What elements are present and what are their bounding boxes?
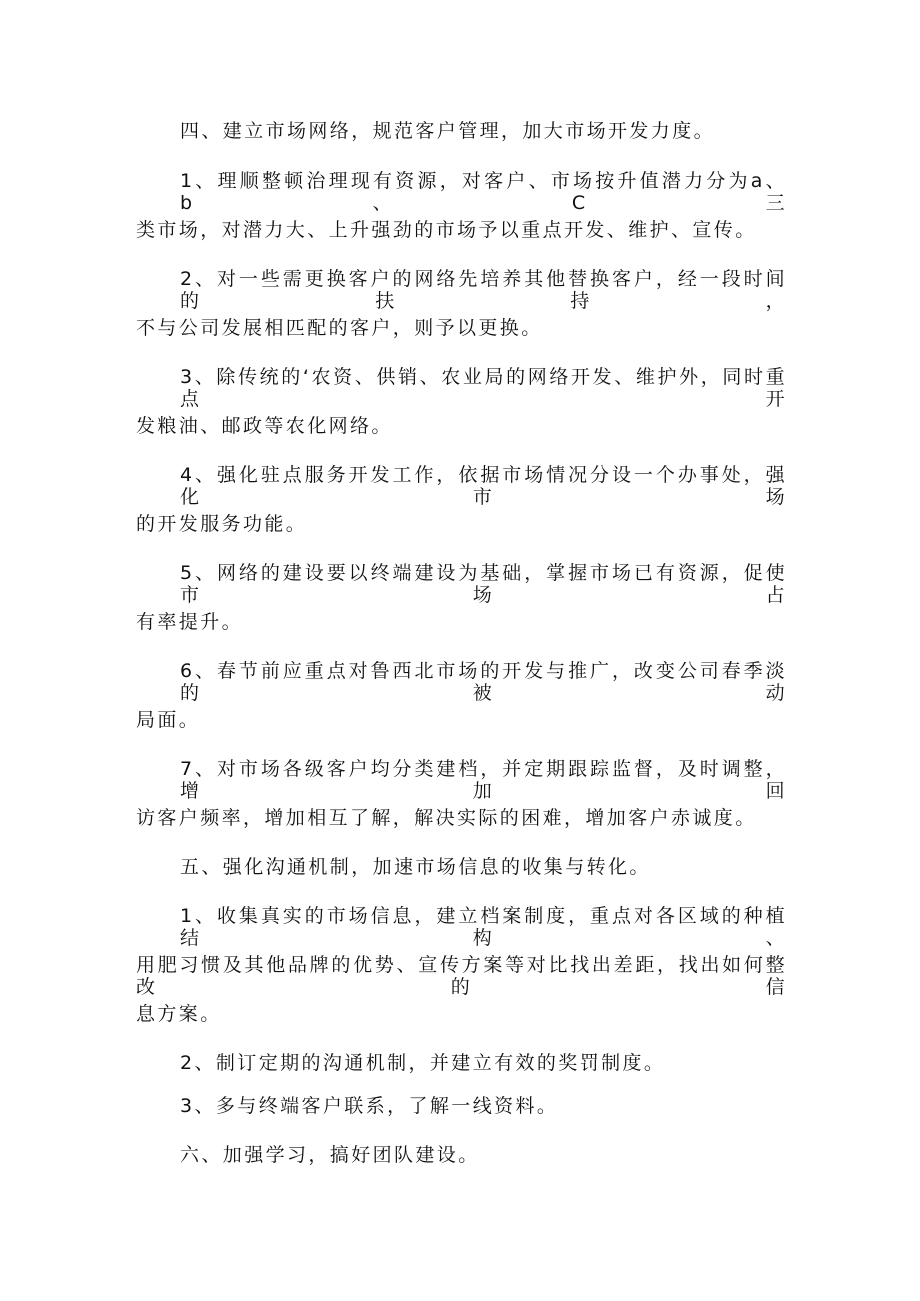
section-heading-4: 四、建立市场网络，规范客户管理，加大市场开发力度。 (180, 120, 716, 142)
paragraph-line: 3、除传统的‘农资、供销、农业局的网络开发、维护外，同时重点开 (180, 366, 787, 410)
paragraph-line: 用肥习惯及其他品牌的优势、宣传方案等对比找出差距，找出如何整改的信 (136, 954, 787, 998)
paragraph-line: 1、收集真实的市场信息，建立档案制度，重点对各区域的种植结构、 (180, 905, 787, 949)
paragraph-line: 发粮油、邮政等农化网络。 (136, 415, 393, 437)
paragraph-line: 类市场，对潜力大、上升强劲的市场予以重点开发、维护、宣传。 (136, 219, 757, 241)
paragraph-line: 5、网络的建设要以终端建设为基础，掌握市场已有资源，促使市场占 (180, 562, 787, 606)
paragraph-line: 不与公司发展相匹配的客户，则予以更换。 (136, 317, 543, 339)
paragraph-line: 的开发服务功能。 (136, 513, 308, 535)
paragraph-line: 局面。 (136, 709, 201, 731)
paragraph-line: 1、理顺整顿治理现有资源，对客户、市场按升值潜力分为a、b、C三 (180, 170, 787, 214)
paragraph-line: 3、多与终端客户联系，了解一线资料。 (180, 1095, 559, 1117)
paragraph-line: 访客户频率，增加相互了解，解决实际的困难，增加客户赤诚度。 (136, 807, 757, 829)
paragraph-line: 4、强化驻点服务开发工作，依据市场情况分设一个办事处，强化市场 (180, 464, 787, 508)
paragraph-line: 2、对一些需更换客户的网络先培养其他替换客户，经一段时间的扶持， (180, 268, 787, 312)
section-heading-6: 六、加强学习，搞好团队建设。 (180, 1144, 480, 1166)
paragraph-line: 有率提升。 (136, 611, 244, 633)
paragraph-line: 7、对市场各级客户均分类建档，并定期跟踪监督，及时调整，增加回 (180, 758, 787, 802)
paragraph-line: 6、春节前应重点对鲁西北市场的开发与推广，改变公司春季淡的被动 (180, 660, 787, 704)
paragraph-line: 息方案。 (136, 1003, 222, 1025)
paragraph-line: 2、制订定期的沟通机制，并建立有效的奖罚制度。 (180, 1052, 666, 1074)
section-heading-5: 五、强化沟通机制，加速市场信息的收集与转化。 (180, 856, 651, 878)
